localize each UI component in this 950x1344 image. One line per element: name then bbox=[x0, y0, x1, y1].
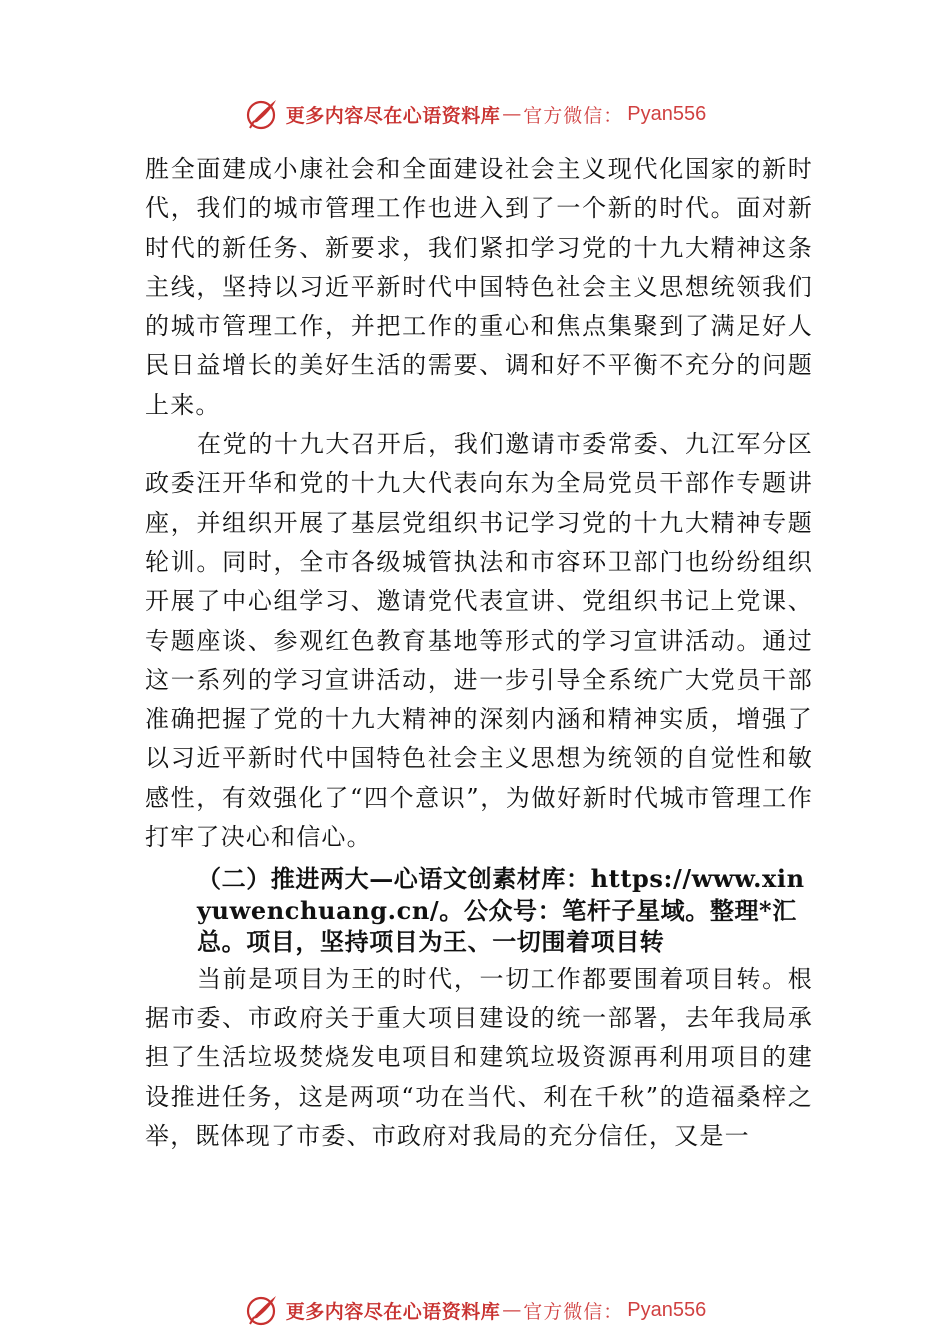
quill-logo-icon bbox=[244, 1292, 280, 1328]
paragraph-3: 当前是项目为王的时代，一切工作都要围着项目转。根据市委、市政府关于重大项目建设的统一部署，去年我局承担了生活垃圾焚烧发电项目和建筑垃圾资源再利用项目的建设推进任务，这是两项“功在当代、利在千秋”的造福桑梓之举，既体现了市委、市政府对我局的充分信任，又是一 bbox=[145, 964, 813, 1151]
header-separator: — bbox=[502, 103, 522, 125]
section-heading: （二）推进两大—心语文创素材库：https://www.xinyuwenchuang.cn/。公众号：笔杆子星域。整理*汇总。项目，坚持项目为王、一切围着项目转 bbox=[197, 864, 805, 957]
quill-logo-icon bbox=[244, 96, 280, 132]
paragraph-1: 胜全面建成小康社会和全面建设社会主义现代化国家的新时代，我们的城市管理工作也进入到了一个新的时代。面对新时代的新任务、新要求，我们紧扣学习党的十九大精神这条主线，坚持以习近平新时代中国特色社会主义思想统领我们的城市管理工作，并把工作的重心和焦点集聚到了满足好人民日益增长的美好生活的需要、调和好不平衡不充分的问题上来。 bbox=[145, 155, 813, 419]
footer-separator: — bbox=[502, 1299, 522, 1321]
paragraph-2: 在党的十九大召开后，我们邀请市委常委、九江军分区政委汪开华和党的十九大代表向东为全局党员干部作专题讲座，并组织开展了基层党组织书记学习党的十九大精神专题轮训。同时，全市各级城管执法和市容环卫部门也纷纷组织开展了中心组学习、邀请党代表宣讲、党组织书记上党课、专题座谈、参观红色教育基地等形式的学习宣讲活动。通过这一系列的学习宣讲活动，进一步引导全系统广大党员干部准确把握了党的十九大精神的深刻内涵和精神实质，增强了以习近平新时代中国特色社会主义思想为统领的自觉性和敏感性，有效强化了“四个意识”，为做好新时代城市管理工作打牢了决心和信心。 bbox=[145, 430, 813, 852]
footer-wechat-id: Pyan556 bbox=[627, 1298, 707, 1321]
header-wechat-id: Pyan556 bbox=[627, 102, 707, 125]
footer-wechat-label: 官方微信： bbox=[523, 1300, 624, 1323]
footer-watermark-banner bbox=[0, 1288, 950, 1332]
header-watermark-banner bbox=[0, 92, 950, 136]
header-wechat-label: 官方微信： bbox=[523, 104, 624, 127]
document-body bbox=[145, 150, 813, 1156]
footer-brand-text: 更多内容尽在心语资料库 bbox=[285, 1300, 501, 1323]
header-brand-text: 更多内容尽在心语资料库 bbox=[285, 104, 501, 127]
